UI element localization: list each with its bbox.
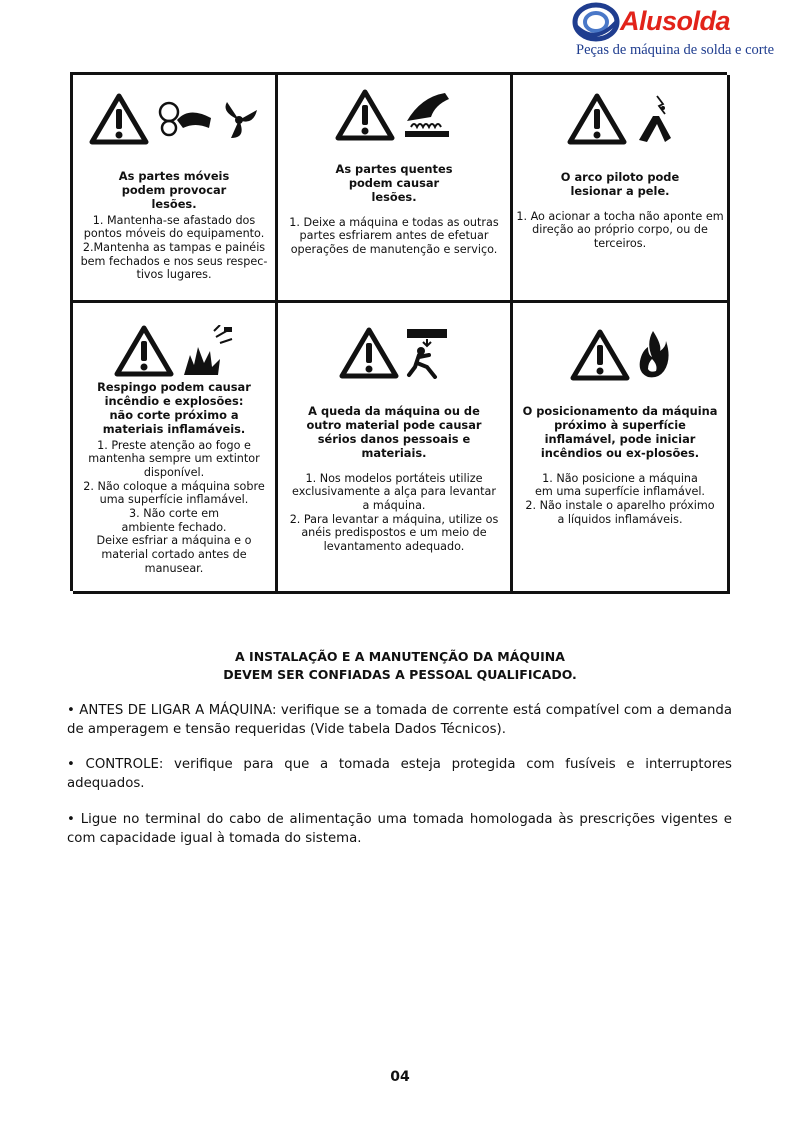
warning-triangle-icon xyxy=(335,89,395,141)
warning-item: 2. Não coloque a máquina sobre uma superfície inflamável. xyxy=(83,479,265,507)
warning-item: Deixe esfriar a máquina e o material cortado antes de manusear. xyxy=(96,534,252,575)
warning-item: 2. Para levantar a máquina, utilize os anéis predispostos e um meio de levantamento adequado. xyxy=(289,512,499,553)
warning-triangle-icon xyxy=(570,329,630,381)
warning-item: 1. Preste atenção ao fogo e mantenha sempre um extintor disponível. xyxy=(88,438,260,479)
brand-tagline: Peças de máquina de solda e corte xyxy=(576,42,775,58)
instruction-paragraph: • Ligue no terminal do cabo de alimentação uma tomada homologada às prescrições vigentes e com capacidade igual à tomada do sistema. xyxy=(67,812,732,847)
warning-item: 1. Nos modelos portáteis utilize exclusivamente a alça para levantar a máquina. xyxy=(292,471,496,512)
warning-item: 1. Deixe a máquina e todas as outras partes esfriarem antes de efetuar operações de manutenção e serviço. xyxy=(289,215,499,257)
warning-cell-flammable-surface xyxy=(513,303,730,594)
notice-line: A INSTALAÇÃO E A MANUTENÇÃO DA MÁQUINA xyxy=(235,649,565,664)
instruction-paragraph: • CONTROLE: verifique para que a tomada esteja protegida com fusíveis e interruptores adequados. xyxy=(67,757,732,792)
warning-title: Respingo podem causar incêndio e explosões: não corte próximo a materiais inflamáveis. xyxy=(97,380,251,436)
warning-cell-spatter xyxy=(73,303,278,594)
warning-title: A queda da máquina ou de outro material pode causar sérios danos pessoais e materiais. xyxy=(306,404,482,460)
warning-triangle-icon xyxy=(339,327,399,379)
warning-title: As partes quentes podem causar lesões. xyxy=(335,162,453,204)
warning-triangle-icon xyxy=(567,93,627,145)
instruction-paragraph: • ANTES DE LIGAR A MÁQUINA: verifique se a tomada de corrente está compatível com a demanda de amperagem e tensão requeridas (Vide tabela Dados Técnicos). xyxy=(67,703,732,738)
page-number: 04 xyxy=(390,1069,410,1085)
brand-logo xyxy=(570,2,790,62)
warning-cell-falling-load xyxy=(278,303,513,594)
warning-triangle-icon xyxy=(114,325,174,377)
warning-item: 3. Não corte em ambiente fechado. xyxy=(121,506,227,534)
warning-item: 1. Mantenha-se afastado dos pontos móveis do equipamento. xyxy=(83,213,265,241)
warning-cell-pilot-arc xyxy=(513,75,730,303)
brand-name: Alusolda xyxy=(620,6,731,36)
notice-line: DEVEM SER CONFIADAS A PESSOAL QUALIFICADO. xyxy=(223,666,577,682)
warning-item: 1. Não posicione a máquina em uma superfície inflamável. xyxy=(534,471,705,499)
spark-explosion-icon xyxy=(180,325,234,377)
warning-title: O posicionamento da máquina próximo à superfície inflamável, pode iniciar incêndios ou ex-plosões. xyxy=(522,404,718,460)
pilot-arc-icon xyxy=(633,94,673,144)
warning-item: 2.Mantenha as tampas e painéis bem fechados e nos seus respec-tivos lugares. xyxy=(80,241,268,282)
fan-blade-icon xyxy=(219,98,259,140)
installation-notice xyxy=(70,648,730,683)
hot-surface-icon xyxy=(401,91,453,139)
warning-item: 1. Ao acionar a tocha não aponte em direção ao próprio corpo, ou de terceiros. xyxy=(516,209,724,251)
logo-swirl-icon xyxy=(572,2,622,42)
warning-cell-moving-parts xyxy=(73,75,278,303)
warning-title: As partes móveis podem provocar lesões. xyxy=(118,169,230,211)
safety-warning-grid xyxy=(70,72,727,591)
moving-parts-icon xyxy=(155,98,213,140)
flame-icon xyxy=(636,329,670,381)
warning-title: O arco piloto pode lesionar a pele. xyxy=(560,170,680,198)
warning-item: 2. Não instale o aparelho próximo a líquidos inflamáveis. xyxy=(525,498,715,526)
falling-load-icon xyxy=(405,327,449,379)
warning-cell-hot-parts xyxy=(278,75,513,303)
warning-triangle-icon xyxy=(89,93,149,145)
